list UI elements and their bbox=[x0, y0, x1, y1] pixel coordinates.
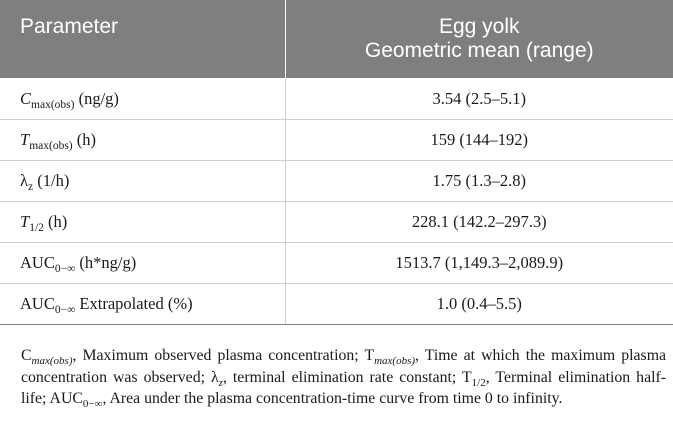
table-row-cmax bbox=[0, 78, 673, 120]
fn-lambda-symbol: λ bbox=[211, 368, 219, 386]
table-header-row bbox=[0, 0, 673, 78]
param-auc bbox=[0, 243, 285, 284]
param-subscript: 1/2 bbox=[29, 222, 44, 234]
param-symbol: AUC bbox=[20, 294, 55, 313]
value-auc-extrapolated: 1.0 (0.4–5.5) bbox=[285, 284, 673, 325]
value-auc: 1513.7 (1,149.3–2,089.9) bbox=[285, 243, 673, 284]
param-symbol: T bbox=[20, 130, 30, 149]
param-symbol: C bbox=[20, 88, 32, 108]
param-subscript: max(obs) bbox=[29, 140, 73, 152]
fn-lambda-text: , terminal elimination rate constant; bbox=[222, 368, 462, 386]
header-egg-yolk-line2: Geometric mean (range) bbox=[364, 39, 594, 62]
value-half-life: 228.1 (142.2–297.3) bbox=[285, 202, 673, 243]
table-footnote bbox=[21, 345, 666, 410]
fn-auc-subscript: 0−∞ bbox=[82, 398, 103, 410]
fn-auc-symbol: AUC bbox=[49, 390, 83, 407]
param-unit: (h*ng/g) bbox=[79, 253, 137, 272]
param-subscript: 0−∞ bbox=[54, 304, 76, 316]
header-parameter: Parameter bbox=[0, 0, 285, 78]
param-half-life bbox=[0, 202, 285, 243]
fn-cmax-text: , Maximum observed plasma concentration; bbox=[72, 347, 365, 364]
param-symbol: λ bbox=[20, 171, 29, 190]
table-row-tmax bbox=[0, 120, 673, 161]
fn-auc-text: , Area under the plasma concentration-time curve from time 0 to infinity. bbox=[102, 390, 563, 407]
param-lambda bbox=[0, 161, 285, 202]
fn-tmax-text: , Time at which the maximum plasma concentration was observed; bbox=[21, 347, 666, 386]
table-row-half-life bbox=[0, 202, 673, 243]
param-symbol: T bbox=[20, 212, 30, 231]
fn-cmax-subscript: max(obs) bbox=[31, 355, 73, 367]
param-unit: Extrapolated (%) bbox=[79, 294, 193, 313]
param-tmax bbox=[0, 120, 285, 161]
param-unit: (1/h) bbox=[37, 171, 70, 190]
fn-tmax-subscript: max(obs) bbox=[374, 355, 416, 367]
table-row-lambda bbox=[0, 161, 673, 202]
param-symbol: AUC bbox=[20, 253, 55, 272]
fn-half-life-symbol: T bbox=[462, 368, 472, 386]
fn-tmax-symbol: T bbox=[364, 347, 375, 364]
param-unit: (ng/g) bbox=[78, 88, 119, 108]
value-cmax: 3.54 (2.5–5.1) bbox=[432, 88, 526, 108]
fn-half-life-subscript: 1/2 bbox=[471, 376, 486, 389]
fn-cmax-symbol: C bbox=[21, 347, 32, 364]
header-egg-yolk bbox=[285, 0, 673, 78]
fn-lambda-subscript: z bbox=[218, 376, 223, 389]
param-unit: (h) bbox=[48, 212, 68, 231]
value-tmax: 159 (144–192) bbox=[285, 120, 673, 161]
header-egg-yolk-line1: Egg yolk bbox=[438, 15, 520, 38]
param-subscript: z bbox=[28, 181, 34, 193]
param-auc-extrapolated bbox=[0, 284, 285, 325]
fn-half-life-text: , Terminal elimination half-life; bbox=[21, 368, 666, 407]
param-subscript: 0−∞ bbox=[54, 263, 76, 275]
param-unit: (h) bbox=[76, 130, 96, 149]
param-subscript: max(obs) bbox=[31, 98, 75, 111]
value-lambda: 1.75 (1.3–2.8) bbox=[285, 161, 673, 202]
table-row-auc-extrapolated bbox=[0, 284, 673, 325]
param-cmax bbox=[0, 78, 285, 120]
table-row-auc bbox=[0, 243, 673, 284]
